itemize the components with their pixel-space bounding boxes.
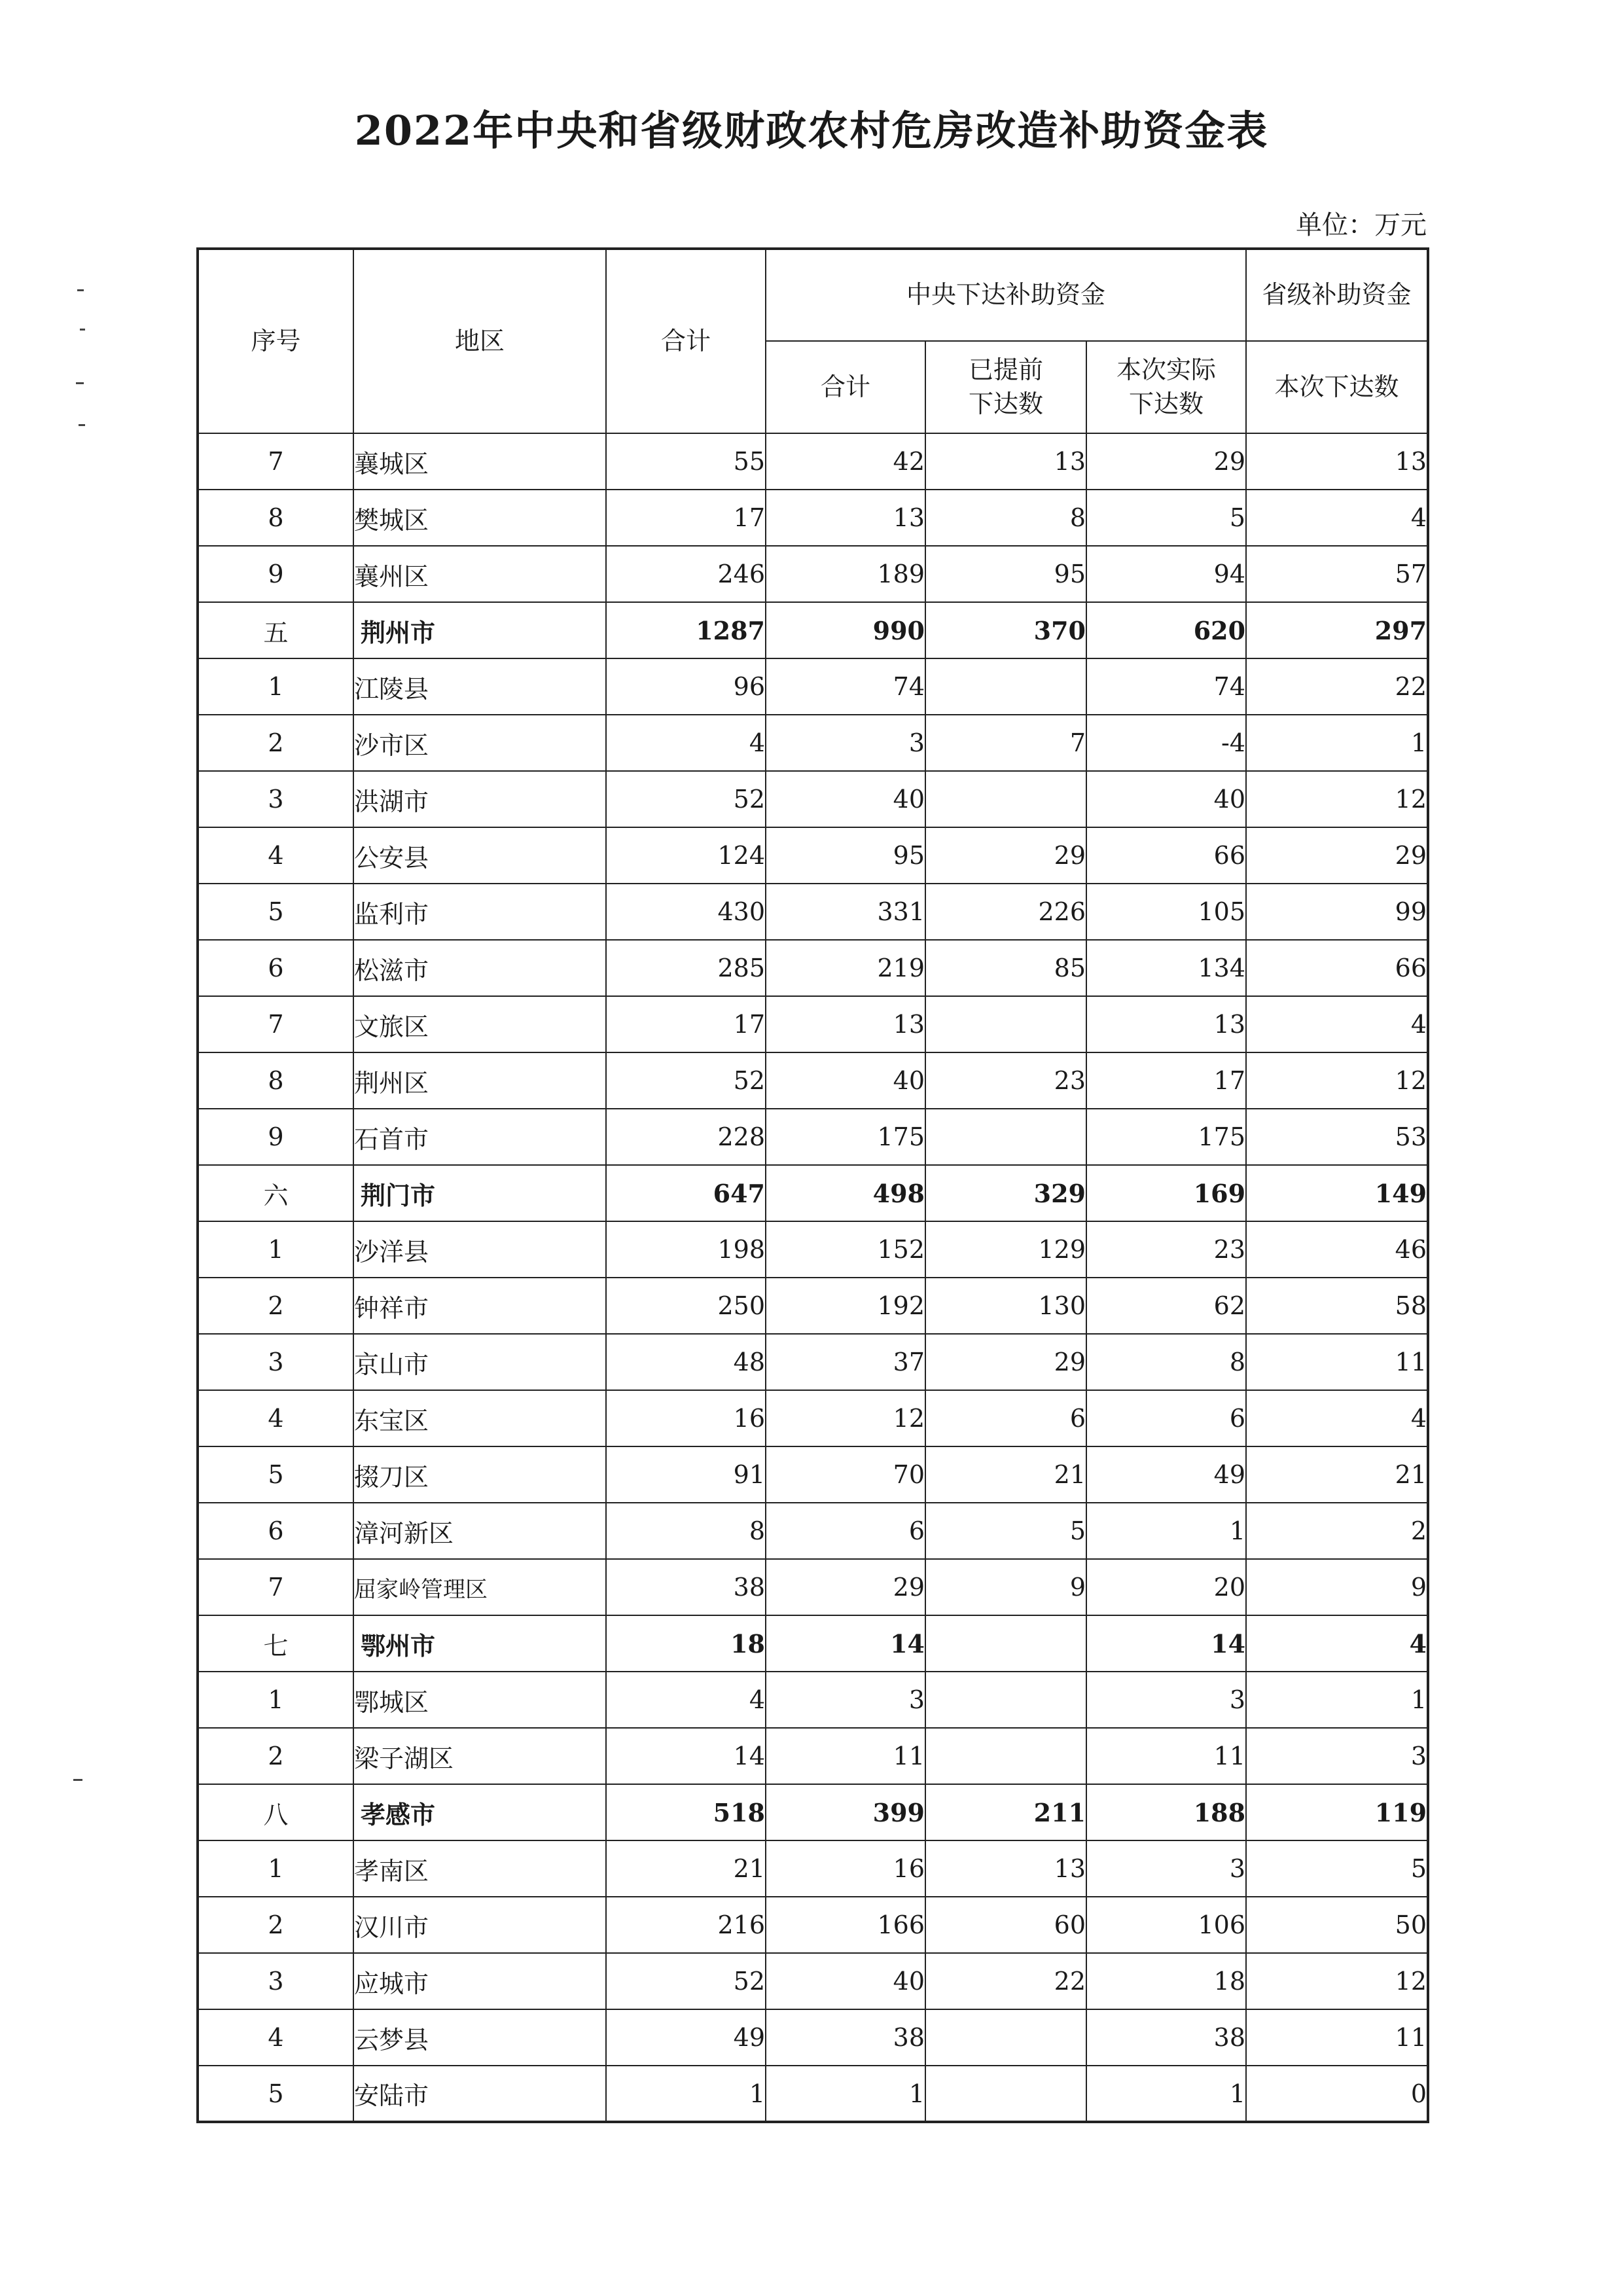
- cell-region: 襄州区: [353, 546, 606, 602]
- cell-central-total: 40: [766, 771, 925, 827]
- cell-provincial: 149: [1246, 1165, 1428, 1221]
- cell-provincial: 13: [1246, 433, 1428, 490]
- cell-provincial: 119: [1246, 1784, 1428, 1840]
- cell-no: 9: [198, 546, 353, 602]
- cell-region: 鄂城区: [353, 1672, 606, 1728]
- cell-provincial: 66: [1246, 940, 1428, 996]
- cell-total: 250: [606, 1278, 766, 1334]
- cell-region: 屈家岭管理区: [353, 1559, 606, 1615]
- cell-no: 7: [198, 1559, 353, 1615]
- cell-region: 襄城区: [353, 433, 606, 490]
- cell-central-total: 13: [766, 490, 925, 546]
- cell-no: 4: [198, 2009, 353, 2066]
- cell-no: 5: [198, 1446, 353, 1503]
- cell-central-total: 152: [766, 1221, 925, 1278]
- cell-no: 4: [198, 827, 353, 884]
- cell-no: 3: [198, 1953, 353, 2009]
- cell-total: 52: [606, 1052, 766, 1109]
- cell-central-total: 12: [766, 1390, 925, 1446]
- table-row: [198, 1840, 1428, 1897]
- cell-region: 鄂州市: [353, 1615, 606, 1672]
- cell-provincial: 99: [1246, 884, 1428, 940]
- cell-central-actual: 38: [1086, 2009, 1246, 2066]
- cell-central-total: 219: [766, 940, 925, 996]
- cell-region: 汉川市: [353, 1897, 606, 1953]
- unit-label: 单位：万元: [1296, 210, 1427, 240]
- header-provincial-group: 省级补助资金: [1246, 249, 1428, 341]
- cell-central-actual: 20: [1086, 1559, 1246, 1615]
- cell-central-advance: 21: [925, 1446, 1086, 1503]
- cell-central-advance: 130: [925, 1278, 1086, 1334]
- cell-no: 1: [198, 1672, 353, 1728]
- cell-central-advance: 23: [925, 1052, 1086, 1109]
- table-row: [198, 1109, 1428, 1165]
- cell-region: 荆州区: [353, 1052, 606, 1109]
- cell-provincial: 57: [1246, 546, 1428, 602]
- cell-no: 3: [198, 1334, 353, 1390]
- scan-mark: [80, 329, 85, 331]
- cell-region: 梁子湖区: [353, 1728, 606, 1784]
- table-row: [198, 546, 1428, 602]
- cell-central-actual: 106: [1086, 1897, 1246, 1953]
- cell-region: 安陆市: [353, 2066, 606, 2122]
- cell-region: 荆州市: [353, 602, 606, 658]
- cell-total: 21: [606, 1840, 766, 1897]
- cell-central-actual: 11: [1086, 1728, 1246, 1784]
- cell-total: 96: [606, 658, 766, 715]
- cell-central-advance: [925, 771, 1086, 827]
- cell-central-actual: 1: [1086, 2066, 1246, 2122]
- table-row: [198, 1559, 1428, 1615]
- cell-central-total: 189: [766, 546, 925, 602]
- cell-central-actual: 188: [1086, 1784, 1246, 1840]
- cell-no: 8: [198, 1052, 353, 1109]
- cell-no: 6: [198, 1503, 353, 1559]
- cell-central-total: 1: [766, 2066, 925, 2122]
- cell-provincial: 5: [1246, 1840, 1428, 1897]
- cell-provincial: 12: [1246, 771, 1428, 827]
- cell-provincial: 297: [1246, 602, 1428, 658]
- cell-no: 3: [198, 771, 353, 827]
- cell-central-total: 6: [766, 1503, 925, 1559]
- cell-central-advance: [925, 658, 1086, 715]
- cell-no: 七: [198, 1615, 353, 1672]
- table-row: [198, 1390, 1428, 1446]
- cell-central-actual: 23: [1086, 1221, 1246, 1278]
- cell-total: 228: [606, 1109, 766, 1165]
- cell-central-actual: 14: [1086, 1615, 1246, 1672]
- cell-central-actual: 175: [1086, 1109, 1246, 1165]
- table-row: [198, 1728, 1428, 1784]
- cell-region: 孝南区: [353, 1840, 606, 1897]
- table-row: [198, 1446, 1428, 1503]
- table-row: [198, 1334, 1428, 1390]
- cell-provincial: 46: [1246, 1221, 1428, 1278]
- cell-total: 216: [606, 1897, 766, 1953]
- cell-no: 六: [198, 1165, 353, 1221]
- table-row-city: [198, 602, 1428, 658]
- cell-central-actual: 29: [1086, 433, 1246, 490]
- cell-provincial: 0: [1246, 2066, 1428, 2122]
- scan-mark: [77, 289, 84, 291]
- table-row: [198, 884, 1428, 940]
- cell-provincial: 1: [1246, 715, 1428, 771]
- cell-total: 48: [606, 1334, 766, 1390]
- cell-no: 2: [198, 715, 353, 771]
- cell-central-advance: [925, 1615, 1086, 1672]
- cell-central-actual: 40: [1086, 771, 1246, 827]
- cell-central-advance: 329: [925, 1165, 1086, 1221]
- cell-central-advance: 7: [925, 715, 1086, 771]
- cell-provincial: 22: [1246, 658, 1428, 715]
- cell-region: 云梦县: [353, 2009, 606, 2066]
- table-row: [198, 940, 1428, 996]
- table-row: [198, 1953, 1428, 2009]
- table-body: [198, 433, 1428, 2122]
- cell-central-total: 40: [766, 1052, 925, 1109]
- cell-central-actual: 62: [1086, 1278, 1246, 1334]
- cell-central-total: 331: [766, 884, 925, 940]
- cell-central-advance: 29: [925, 827, 1086, 884]
- cell-no: 5: [198, 884, 353, 940]
- cell-no: 5: [198, 2066, 353, 2122]
- cell-central-advance: 129: [925, 1221, 1086, 1278]
- cell-total: 17: [606, 996, 766, 1052]
- subsidy-table: [196, 247, 1429, 2123]
- cell-central-total: 38: [766, 2009, 925, 2066]
- cell-no: 2: [198, 1728, 353, 1784]
- cell-provincial: 4: [1246, 1390, 1428, 1446]
- cell-central-actual: 74: [1086, 658, 1246, 715]
- cell-central-total: 95: [766, 827, 925, 884]
- scan-mark: [79, 424, 85, 426]
- cell-total: 246: [606, 546, 766, 602]
- header-total: 合计: [606, 249, 766, 433]
- cell-total: 52: [606, 1953, 766, 2009]
- cell-central-actual: 169: [1086, 1165, 1246, 1221]
- table-row: [198, 996, 1428, 1052]
- cell-provincial: 2: [1246, 1503, 1428, 1559]
- cell-region: 沙市区: [353, 715, 606, 771]
- cell-central-actual: -4: [1086, 715, 1246, 771]
- cell-no: 7: [198, 996, 353, 1052]
- cell-region: 孝感市: [353, 1784, 606, 1840]
- cell-region: 钟祥市: [353, 1278, 606, 1334]
- header-central-actual: 本次实际 下达数: [1086, 341, 1246, 433]
- header-region: 地区: [353, 249, 606, 433]
- cell-central-advance: 6: [925, 1390, 1086, 1446]
- cell-central-actual: 8: [1086, 1334, 1246, 1390]
- cell-no: 9: [198, 1109, 353, 1165]
- cell-region: 应城市: [353, 1953, 606, 2009]
- cell-central-total: 13: [766, 996, 925, 1052]
- cell-total: 4: [606, 715, 766, 771]
- cell-no: 1: [198, 658, 353, 715]
- table-row: [198, 490, 1428, 546]
- cell-total: 52: [606, 771, 766, 827]
- cell-region: 文旅区: [353, 996, 606, 1052]
- cell-total: 285: [606, 940, 766, 996]
- table-header: [198, 249, 1428, 433]
- cell-no: 2: [198, 1278, 353, 1334]
- cell-provincial: 1: [1246, 1672, 1428, 1728]
- cell-total: 91: [606, 1446, 766, 1503]
- cell-total: 55: [606, 433, 766, 490]
- cell-central-total: 74: [766, 658, 925, 715]
- table-row: [198, 1672, 1428, 1728]
- cell-region: 监利市: [353, 884, 606, 940]
- table-row: [198, 433, 1428, 490]
- cell-central-actual: 6: [1086, 1390, 1246, 1446]
- cell-central-advance: [925, 1672, 1086, 1728]
- cell-central-actual: 620: [1086, 602, 1246, 658]
- cell-central-actual: 105: [1086, 884, 1246, 940]
- cell-total: 518: [606, 1784, 766, 1840]
- cell-total: 38: [606, 1559, 766, 1615]
- table-row-city: [198, 1615, 1428, 1672]
- cell-central-advance: [925, 2066, 1086, 2122]
- cell-central-advance: 5: [925, 1503, 1086, 1559]
- cell-central-advance: 29: [925, 1334, 1086, 1390]
- cell-central-actual: 13: [1086, 996, 1246, 1052]
- cell-central-advance: [925, 2009, 1086, 2066]
- cell-central-advance: 8: [925, 490, 1086, 546]
- cell-total: 198: [606, 1221, 766, 1278]
- header-provincial-current: 本次下达数: [1246, 341, 1428, 433]
- cell-central-total: 166: [766, 1897, 925, 1953]
- cell-provincial: 12: [1246, 1953, 1428, 2009]
- cell-total: 18: [606, 1615, 766, 1672]
- cell-central-actual: 134: [1086, 940, 1246, 996]
- cell-central-total: 70: [766, 1446, 925, 1503]
- cell-region: 松滋市: [353, 940, 606, 996]
- cell-provincial: 21: [1246, 1446, 1428, 1503]
- cell-central-advance: 226: [925, 884, 1086, 940]
- cell-central-advance: 211: [925, 1784, 1086, 1840]
- cell-no: 1: [198, 1840, 353, 1897]
- page-title: 2022年中央和省级财政农村危房改造补助资金表: [354, 107, 1269, 154]
- cell-central-actual: 66: [1086, 827, 1246, 884]
- scan-mark: [73, 1779, 82, 1781]
- cell-central-advance: 22: [925, 1953, 1086, 2009]
- cell-region: 漳河新区: [353, 1503, 606, 1559]
- cell-region: 掇刀区: [353, 1446, 606, 1503]
- cell-total: 124: [606, 827, 766, 884]
- cell-region: 沙洋县: [353, 1221, 606, 1278]
- cell-central-advance: 370: [925, 602, 1086, 658]
- cell-region: 洪湖市: [353, 771, 606, 827]
- cell-region: 东宝区: [353, 1390, 606, 1446]
- cell-central-total: 11: [766, 1728, 925, 1784]
- cell-central-total: 42: [766, 433, 925, 490]
- cell-region: 石首市: [353, 1109, 606, 1165]
- cell-central-actual: 18: [1086, 1953, 1246, 2009]
- table-row: [198, 2066, 1428, 2122]
- table-row-city: [198, 1165, 1428, 1221]
- cell-no: 1: [198, 1221, 353, 1278]
- cell-no: 五: [198, 602, 353, 658]
- table-row: [198, 1503, 1428, 1559]
- cell-central-advance: 9: [925, 1559, 1086, 1615]
- table-row: [198, 771, 1428, 827]
- cell-provincial: 58: [1246, 1278, 1428, 1334]
- cell-central-total: 40: [766, 1953, 925, 2009]
- cell-total: 16: [606, 1390, 766, 1446]
- cell-central-total: 29: [766, 1559, 925, 1615]
- cell-central-total: 14: [766, 1615, 925, 1672]
- cell-total: 8: [606, 1503, 766, 1559]
- cell-provincial: 11: [1246, 2009, 1428, 2066]
- cell-no: 2: [198, 1897, 353, 1953]
- header-central-group: 中央下达补助资金: [766, 249, 1246, 341]
- cell-no: 8: [198, 490, 353, 546]
- cell-region: 樊城区: [353, 490, 606, 546]
- cell-central-actual: 17: [1086, 1052, 1246, 1109]
- cell-central-advance: 13: [925, 433, 1086, 490]
- table-row: [198, 1278, 1428, 1334]
- cell-central-total: 399: [766, 1784, 925, 1840]
- cell-total: 49: [606, 2009, 766, 2066]
- cell-central-actual: 94: [1086, 546, 1246, 602]
- scan-mark: [76, 382, 84, 384]
- table-row: [198, 827, 1428, 884]
- cell-central-actual: 3: [1086, 1672, 1246, 1728]
- cell-central-total: 990: [766, 602, 925, 658]
- cell-central-advance: 85: [925, 940, 1086, 996]
- cell-central-advance: [925, 1728, 1086, 1784]
- cell-central-total: 37: [766, 1334, 925, 1390]
- cell-provincial: 12: [1246, 1052, 1428, 1109]
- cell-region: 荆门市: [353, 1165, 606, 1221]
- header-no: 序号: [198, 249, 353, 433]
- table-row: [198, 658, 1428, 715]
- cell-provincial: 9: [1246, 1559, 1428, 1615]
- header-central-advance: 已提前 下达数: [925, 341, 1086, 433]
- cell-provincial: 11: [1246, 1334, 1428, 1390]
- cell-provincial: 53: [1246, 1109, 1428, 1165]
- table-row: [198, 1221, 1428, 1278]
- cell-central-total: 16: [766, 1840, 925, 1897]
- cell-no: 八: [198, 1784, 353, 1840]
- table-row: [198, 715, 1428, 771]
- cell-provincial: 29: [1246, 827, 1428, 884]
- cell-provincial: 4: [1246, 490, 1428, 546]
- cell-total: 14: [606, 1728, 766, 1784]
- cell-total: 1287: [606, 602, 766, 658]
- cell-central-advance: 60: [925, 1897, 1086, 1953]
- cell-provincial: 50: [1246, 1897, 1428, 1953]
- cell-central-advance: [925, 1109, 1086, 1165]
- cell-central-advance: [925, 996, 1086, 1052]
- cell-provincial: 4: [1246, 996, 1428, 1052]
- cell-no: 7: [198, 433, 353, 490]
- cell-provincial: 3: [1246, 1728, 1428, 1784]
- cell-total: 430: [606, 884, 766, 940]
- table-row: [198, 1897, 1428, 1953]
- table-row-city: [198, 1784, 1428, 1840]
- cell-central-actual: 3: [1086, 1840, 1246, 1897]
- cell-no: 6: [198, 940, 353, 996]
- cell-central-total: 3: [766, 1672, 925, 1728]
- cell-no: 4: [198, 1390, 353, 1446]
- cell-total: 647: [606, 1165, 766, 1221]
- cell-total: 17: [606, 490, 766, 546]
- cell-central-actual: 1: [1086, 1503, 1246, 1559]
- cell-central-actual: 5: [1086, 490, 1246, 546]
- cell-central-total: 3: [766, 715, 925, 771]
- cell-central-total: 498: [766, 1165, 925, 1221]
- cell-region: 京山市: [353, 1334, 606, 1390]
- cell-central-advance: 13: [925, 1840, 1086, 1897]
- cell-central-total: 175: [766, 1109, 925, 1165]
- cell-total: 1: [606, 2066, 766, 2122]
- header-central-total: 合计: [766, 341, 925, 433]
- cell-provincial: 4: [1246, 1615, 1428, 1672]
- cell-central-advance: 95: [925, 546, 1086, 602]
- cell-central-actual: 49: [1086, 1446, 1246, 1503]
- table-row: [198, 2009, 1428, 2066]
- cell-region: 公安县: [353, 827, 606, 884]
- cell-total: 4: [606, 1672, 766, 1728]
- table-row: [198, 1052, 1428, 1109]
- cell-region: 江陵县: [353, 658, 606, 715]
- cell-central-total: 192: [766, 1278, 925, 1334]
